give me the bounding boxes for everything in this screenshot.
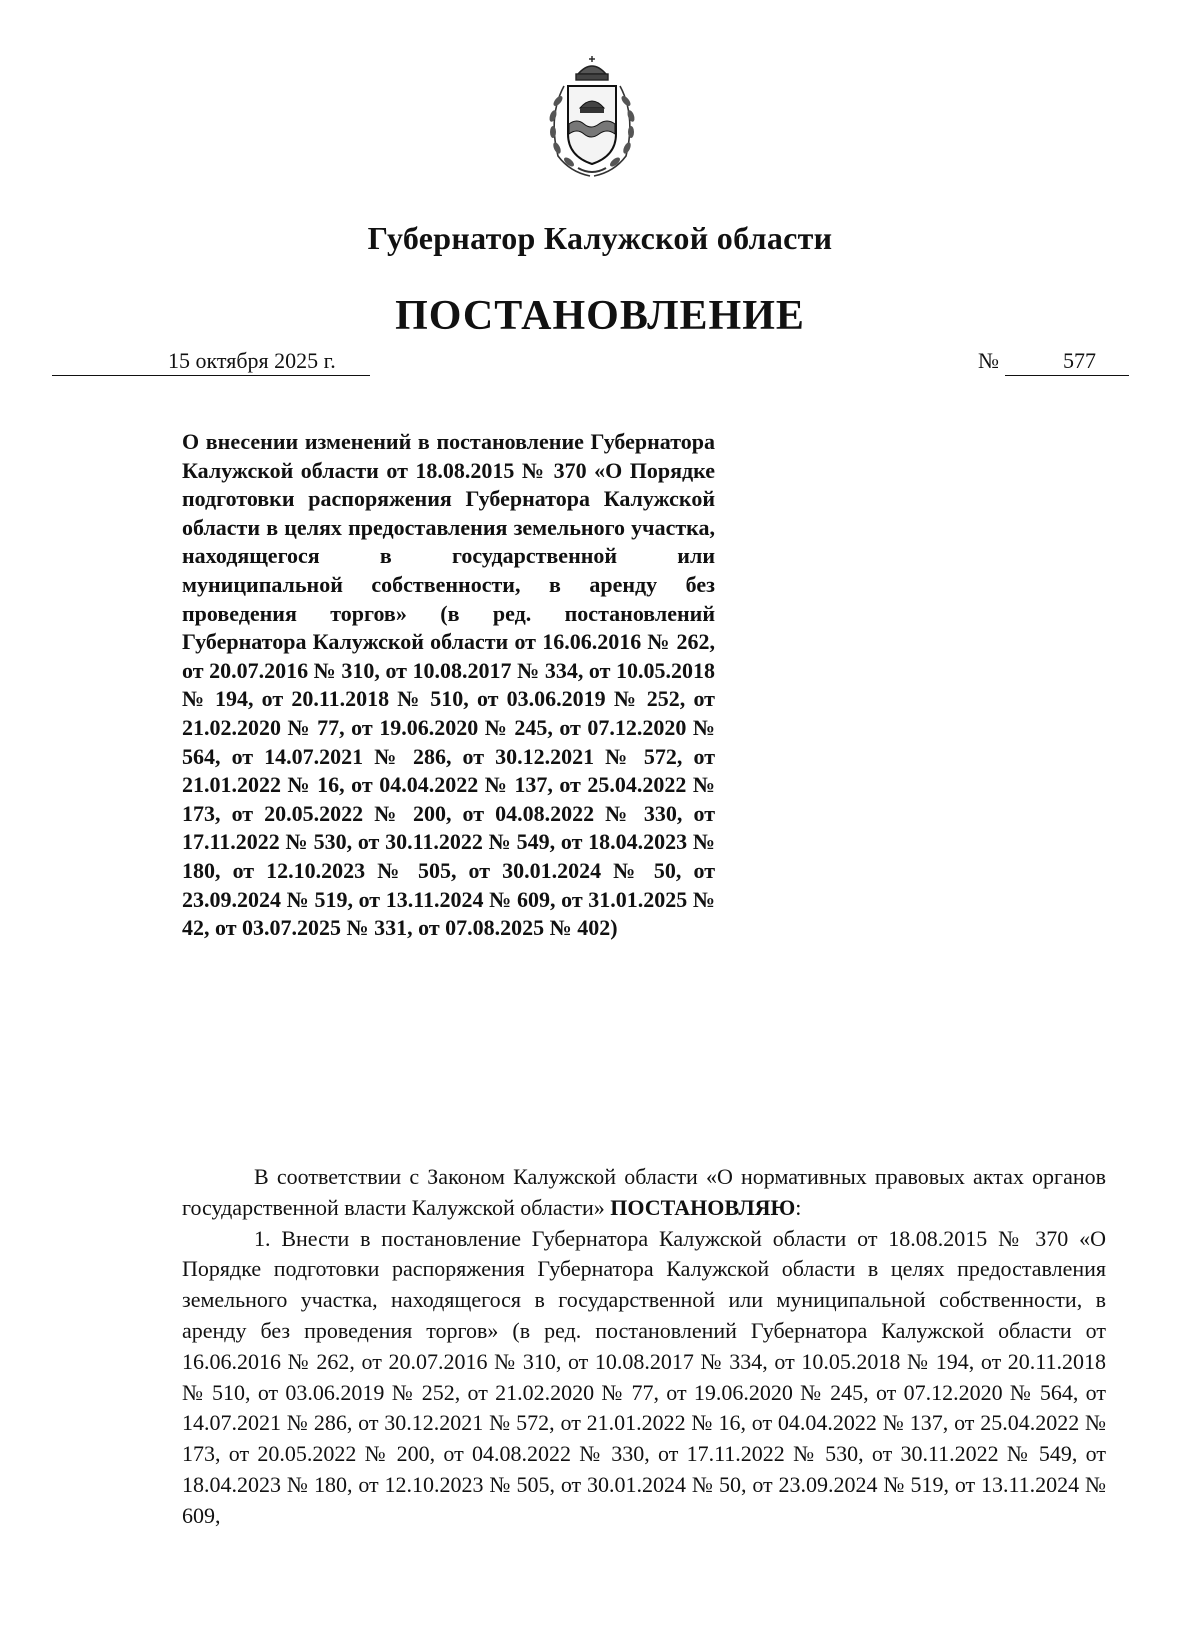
date-field [52,347,370,376]
decree-punctuation: : [795,1194,802,1220]
decree-word: ПОСТАНОВЛЯЮ [610,1194,796,1220]
coat-of-arms-icon [540,56,644,180]
document-date: 15 октября 2025 г. [168,348,336,373]
document-type-title: ПОСТАНОВЛЕНИЕ [395,293,805,339]
number-field [1005,347,1129,376]
document-number: 577 [1063,348,1096,373]
number-label: № [978,348,999,373]
document-body [182,1162,1106,1532]
issuing-authority: Губернатор Калужской области [367,220,833,256]
preamble-text: В соответствии с Законом Калужской области «О нормативных правовых актах органов государственной власти Калужской области» [182,1164,1106,1220]
preamble-paragraph [182,1162,1106,1224]
document-subject: О внесении изменений в постановление Губернатора Калужской области от 18.08.2015 № 370 «О Порядке подготовки распоряжения Губернатора Калужской области в целях предоставления земельного участка, находящегося в государственной или муниципальной собственности, в аренду без проведения торгов» (в ред. постановлений Губернатора Калужской области от 16.06.2016 № 262, от 20.07.2016 № 310, от 10.08.2017 № 334, от 10.05.2018 № 194, от 20.11.2018 № 510, от 03.06.2019 № 252, от 21.02.2020 № 77, от 19.06.2020 № 245, от 07.12.2020 № 564, от 14.07.2021 № 286, от 30.12.2021 № 572, от 21.01.2022 № 16, от 04.04.2022 № 137, от 25.04.2022 № 173, от 20.05.2022 № 200, от 04.08.2022 № 330, от 17.11.2022 № 530, от 30.11.2022 № 549, от 18.04.2023 № 180, от 12.10.2023 № 505, от 30.01.2024 № 50, от 23.09.2024 № 519, от 13.11.2024 № 609, от 31.01.2025 № 42, от 03.07.2025 № 331, от 07.08.2025 № 402) [182,429,715,941]
item-1-paragraph: 1. Внести в постановление Губернатора Калужской области от 18.08.2015 № 370 «О Порядке подготовки распоряжения Губернатора Калужской области в целях предоставления земельного участка, находящегося в государственной или муниципальной собственности, в аренду без проведения торгов» (в ред. постановлений Губернатора Калужской области от 16.06.2016 № 262, от 20.07.2016 № 310, от 10.08.2017 № 334, от 10.05.2018 № 194, от 20.11.2018 № 510, от 03.06.2019 № 252, от 21.02.2020 № 77, от 19.06.2020 № 245, от 07.12.2020 № 564, от 14.07.2021 № 286, от 30.12.2021 № 572, от 21.01.2022 № 16, от 04.04.2022 № 137, от 25.04.2022 № 173, от 20.05.2022 № 200, от 04.08.2022 № 330, от 17.11.2022 № 530, от 30.11.2022 № 549, от 18.04.2023 № 180, от 12.10.2023 № 505, от 30.01.2024 № 50, от 23.09.2024 № 519, от 13.11.2024 № 609, [182,1225,1106,1528]
